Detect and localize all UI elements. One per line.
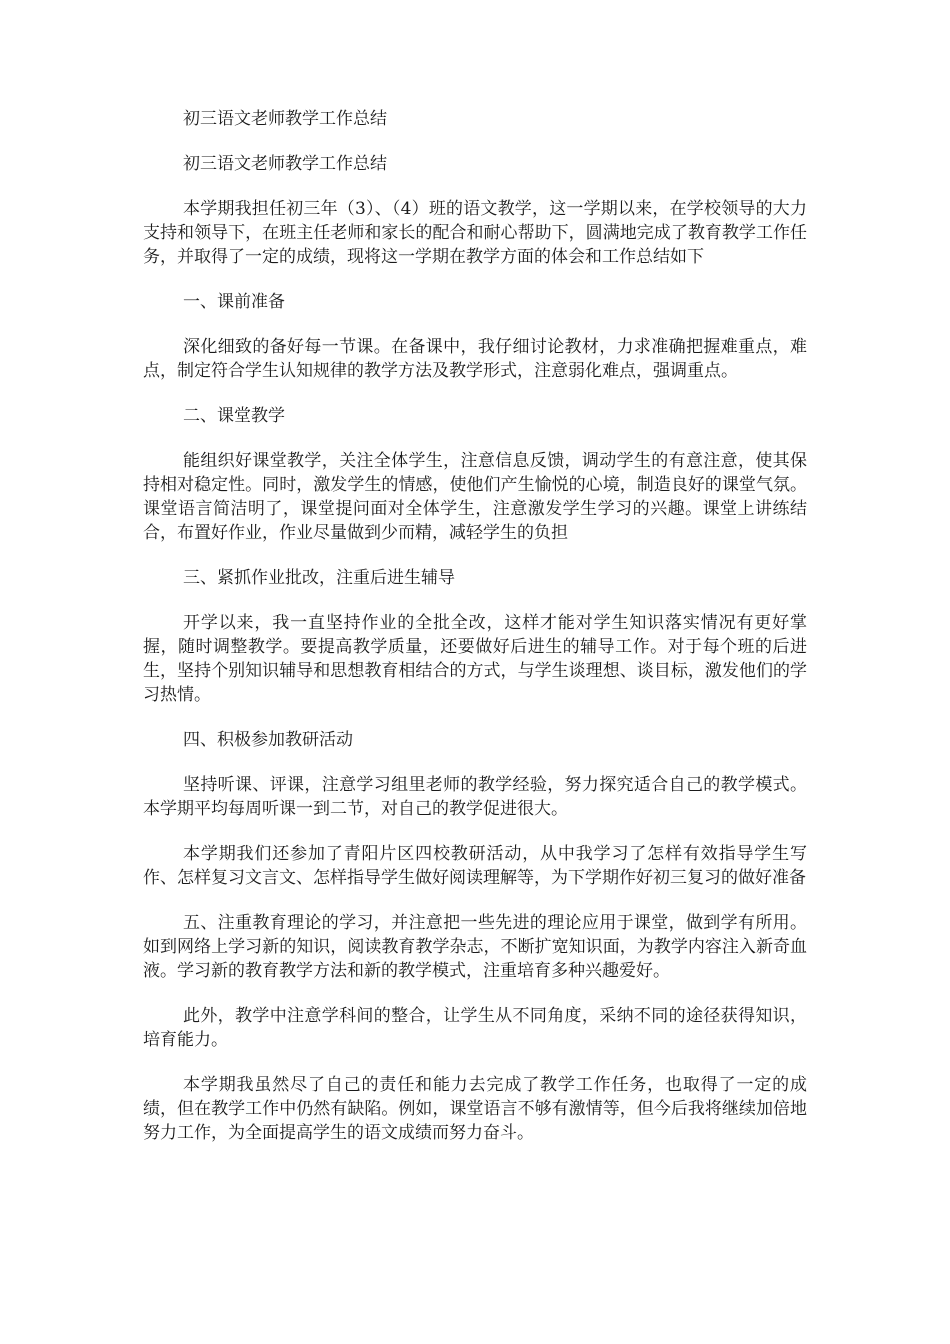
- section-heading-homework: 三、紧抓作业批改，注重后进生辅导: [183, 568, 455, 588]
- conclusion-paragraph: 本学期我虽然尽了自己的责任和能力去完成了教学工作任务，也取得了一定的成绩，但在教学工作中仍然有缺陷。例如，课堂语言不够有激情等，但今后我将继续加倍地努力工作，为全面提高学生的语文成绩而努力奋斗。: [143, 1075, 807, 1143]
- classroom-paragraph: 能组织好课堂教学，关注全体学生，注意信息反馈，调动学生的有意注意，使其保持相对稳定性。同时，激发学生的情感，使他们产生愉悦的心境，制造良好的课堂气氛。课堂语言简洁明了，课堂提问面对全体学生，注意激发学生学习的兴趣。课堂上讲练结合，布置好作业，作业尽量做到少而精，减轻学生的负担: [143, 451, 807, 543]
- research-activity-paragraph: 本学期我们还参加了青阳片区四校教研活动，从中我学习了怎样有效指导学生写作、怎样复习文言文、怎样指导学生做好阅读理解等，为下学期作好初三复习的做好准备: [143, 844, 807, 888]
- section-heading-research: 四、积极参加教研活动: [183, 730, 353, 750]
- research-paragraph: 坚持听课、评课，注意学习组里老师的教学经验，努力探究适合自己的教学模式。本学期平均每周听课一到二节，对自己的教学促进很大。: [143, 775, 807, 819]
- section-heading-preparation: 一、课前准备: [183, 292, 285, 312]
- document-title: 初三语文老师教学工作总结: [183, 109, 387, 129]
- preparation-paragraph: 深化细致的备好每一节课。在备课中，我仔细讨论教材，力求准确把握难重点，难点，制定符合学生认知规律的教学方法及教学形式，注意弱化难点，强调重点。: [143, 337, 807, 381]
- section-heading-classroom: 二、课堂教学: [183, 406, 285, 426]
- document-subtitle: 初三语文老师教学工作总结: [183, 154, 387, 174]
- integration-paragraph: 此外，教学中注意学科间的整合，让学生从不同角度，采纳不同的途径获得知识，培育能力。: [143, 1006, 807, 1050]
- intro-paragraph: 本学期我担任初三年（3）、（4）班的语文教学，这一学期以来，在学校领导的大力支持和领导下，在班主任老师和家长的配合和耐心帮助下，圆满地完成了教育教学工作任务，并取得了一定的成绩，现将这一学期在教学方面的体会和工作总结如下: [143, 199, 807, 267]
- homework-paragraph: 开学以来，我一直坚持作业的全批全改，这样才能对学生知识落实情况有更好掌握，随时调整教学。要提高教学质量，还要做好后进生的辅导工作。对于每个班的后进生，坚持个别知识辅导和思想教育相结合的方式，与学生谈理想、谈目标，激发他们的学习热情。: [143, 613, 807, 705]
- theory-paragraph: 五、注重教育理论的学习，并注意把一些先进的理论应用于课堂，做到学有所用。如到网络上学习新的知识，阅读教育教学杂志，不断扩宽知识面，为教学内容注入新奇血液。学习新的教育教学方法和新的教学模式，注重培育多种兴趣爱好。: [143, 913, 807, 981]
- document-page: [143, 107, 807, 1166]
